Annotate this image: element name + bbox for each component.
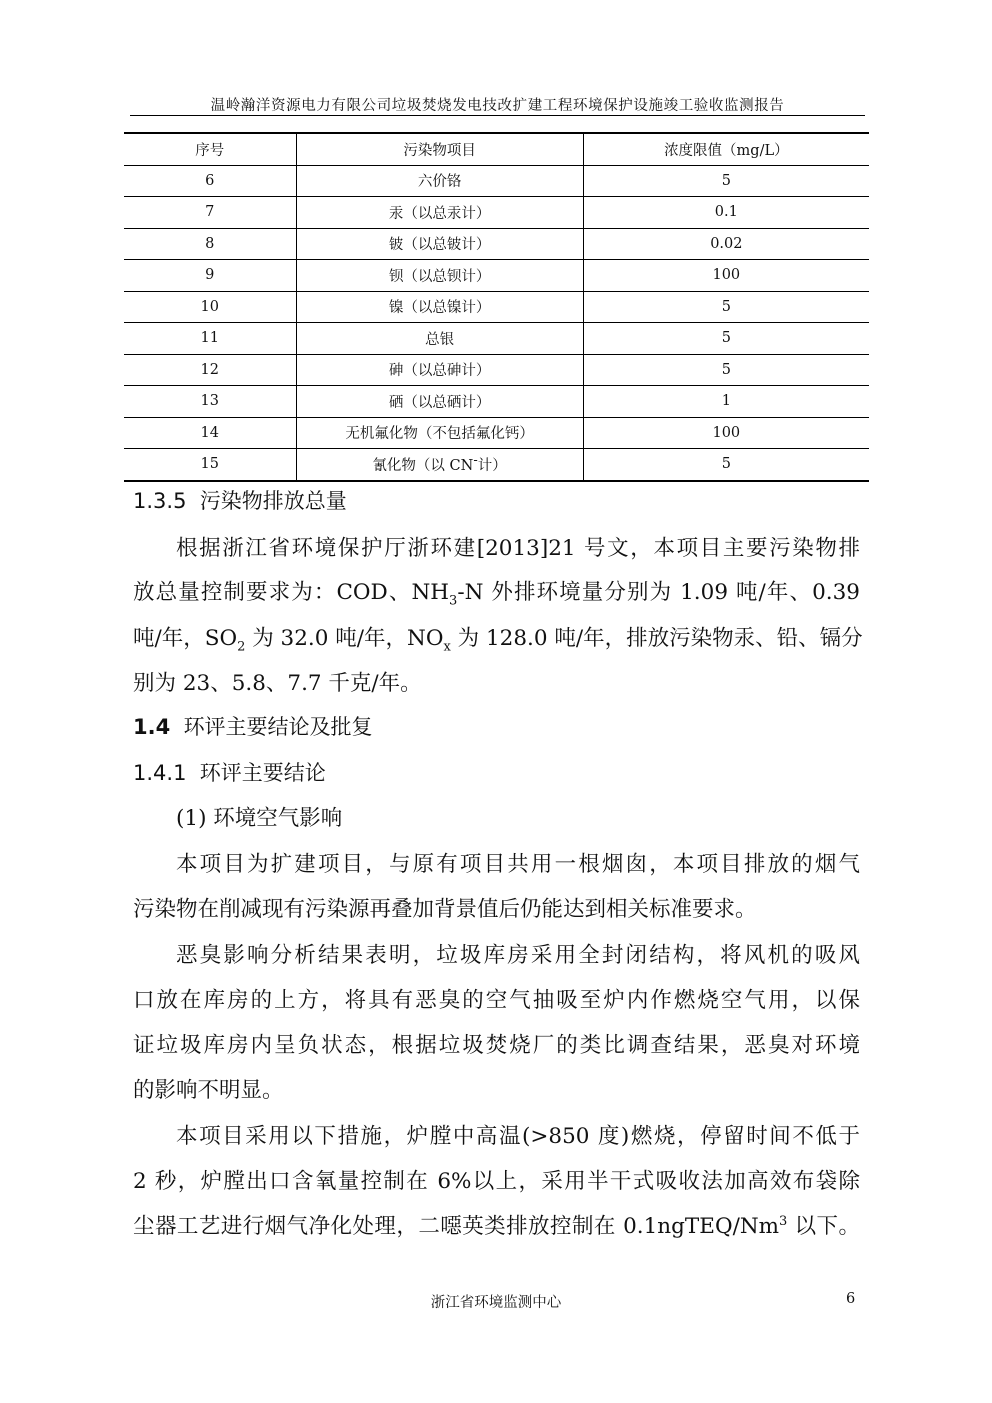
subscript: x (443, 639, 451, 655)
cell-number: 14 (124, 417, 296, 449)
table-row (124, 417, 869, 449)
table-header-row (124, 133, 869, 165)
column-header-number: 序号 (124, 133, 296, 165)
section-heading-1-3-5 (133, 485, 347, 515)
cell-number: 7 (124, 197, 296, 229)
paragraph-line (133, 621, 863, 655)
cell-limit: 5 (583, 323, 869, 355)
paragraph-line: 本项目为扩建项目，与原有项目共用一根烟囱，本项目排放的烟气 (176, 852, 860, 877)
table-row (124, 291, 869, 323)
cell-pollutant: 无机氟化物（不包括氟化钙） (296, 417, 583, 449)
text-run: 放总量控制要求为：COD、NH (133, 580, 450, 605)
text-run: 以下。 (787, 1214, 860, 1239)
section-heading-1-4 (133, 711, 373, 741)
paragraph-line: 根据浙江省环境保护厅浙环建[2013]21 号文，本项目主要污染物排 (176, 536, 860, 561)
page-number: 6 (846, 1291, 856, 1307)
subscript: 2 (237, 639, 246, 655)
table-row (124, 165, 869, 197)
paragraph-line: 的影响不明显。 (133, 1078, 284, 1103)
section-number: 1.4.1 (133, 761, 187, 785)
table-row (124, 449, 869, 481)
section-heading-1-4-1 (133, 757, 326, 787)
cell-limit: 5 (583, 165, 869, 197)
paragraph-line: 本项目采用以下措施，炉膛中高温(>850 度)燃烧，停留时间不低于 (176, 1124, 860, 1149)
column-header-pollutant: 污染物项目 (296, 133, 583, 165)
cell-pollutant: 镍（以总镍计） (296, 291, 583, 323)
text-run: -N 外排环境量分别为 1.09 吨/年、0.39 (457, 580, 860, 605)
cell-number: 13 (124, 386, 296, 418)
table-row (124, 260, 869, 292)
cell-limit: 0.1 (583, 197, 869, 229)
column-header-limit: 浓度限值（mg/L） (583, 133, 869, 165)
paragraph-line: 污染物在削减现有污染源再叠加背景值后仍能达到相关标准要求。 (133, 897, 757, 922)
cell-pollutant (296, 449, 583, 481)
table-row (124, 228, 869, 260)
cell-number: 12 (124, 354, 296, 386)
paragraph-line: 2 秒，炉膛出口含氧量控制在 6%以上，采用半干式吸收法加高效布袋除 (133, 1169, 860, 1194)
cell-limit: 5 (583, 354, 869, 386)
table-row (124, 386, 869, 418)
section-title: 污染物排放总量 (199, 489, 347, 513)
cyanide-label-superscript: - (473, 452, 478, 468)
cell-number: 10 (124, 291, 296, 323)
cell-pollutant: 总银 (296, 323, 583, 355)
section-title: 环评主要结论及批复 (183, 715, 373, 739)
subscript: 3 (449, 593, 458, 609)
cell-pollutant: 六价铬 (296, 165, 583, 197)
cell-limit: 5 (583, 291, 869, 323)
cell-limit: 1 (583, 386, 869, 418)
cell-number: 11 (124, 323, 296, 355)
cell-pollutant: 硒（以总硒计） (296, 386, 583, 418)
cell-pollutant: 铍（以总铍计） (296, 228, 583, 260)
table-row (124, 323, 869, 355)
cyanide-label-prefix: 氰化物（以 CN (372, 457, 474, 474)
paragraph-line: 口放在库房的上方，将具有恶臭的空气抽吸至炉内作燃烧空气用，以保 (133, 988, 860, 1013)
pollutant-limit-table (124, 132, 869, 482)
section-title: 环评主要结论 (199, 761, 326, 785)
sub-item-heading: (1) 环境空气影响 (176, 806, 343, 831)
footer-organization: 浙江省环境监测中心 (430, 1295, 562, 1311)
table-row (124, 354, 869, 386)
text-run: 为 128.0 吨/年，排放污染物汞、铅、镉分 (450, 626, 863, 651)
paragraph-line (133, 575, 860, 609)
running-header: 温岭瀚洋资源电力有限公司垃圾焚烧发电技改扩建工程环境保护设施竣工验收监测报告 (210, 98, 785, 114)
paragraph-line: 别为 23、5.8、7.7 千克/年。 (133, 671, 422, 696)
section-number: 1.3.5 (133, 489, 187, 513)
paragraph-line (133, 1209, 860, 1240)
cell-number: 15 (124, 449, 296, 481)
paragraph-line: 恶臭影响分析结果表明，垃圾库房采用全封闭结构，将风机的吸风 (176, 943, 860, 968)
cell-number: 9 (124, 260, 296, 292)
section-number: 1.4 (133, 715, 171, 739)
superscript: 3 (779, 1213, 788, 1229)
cell-number: 6 (124, 165, 296, 197)
paragraph-line: 证垃圾库房内呈负状态，根据垃圾焚烧厂的类比调查结果，恶臭对环境 (133, 1033, 860, 1058)
cell-pollutant: 汞（以总汞计） (296, 197, 583, 229)
cell-limit: 5 (583, 449, 869, 481)
text-run: 尘器工艺进行烟气净化处理，二噁英类排放控制在 0.1ngTEQ/Nm (133, 1214, 780, 1239)
cell-limit: 100 (583, 417, 869, 449)
cell-pollutant: 钡（以总钡计） (296, 260, 583, 292)
cell-number: 8 (124, 228, 296, 260)
cyanide-label-suffix: 计） (477, 457, 507, 474)
table-row (124, 197, 869, 229)
header-rule (130, 115, 865, 116)
cell-limit: 100 (583, 260, 869, 292)
cell-pollutant: 砷（以总砷计） (296, 354, 583, 386)
text-run: 为 32.0 吨/年，NO (245, 626, 444, 651)
cell-limit: 0.02 (583, 228, 869, 260)
text-run: 吨/年，SO (133, 626, 238, 651)
